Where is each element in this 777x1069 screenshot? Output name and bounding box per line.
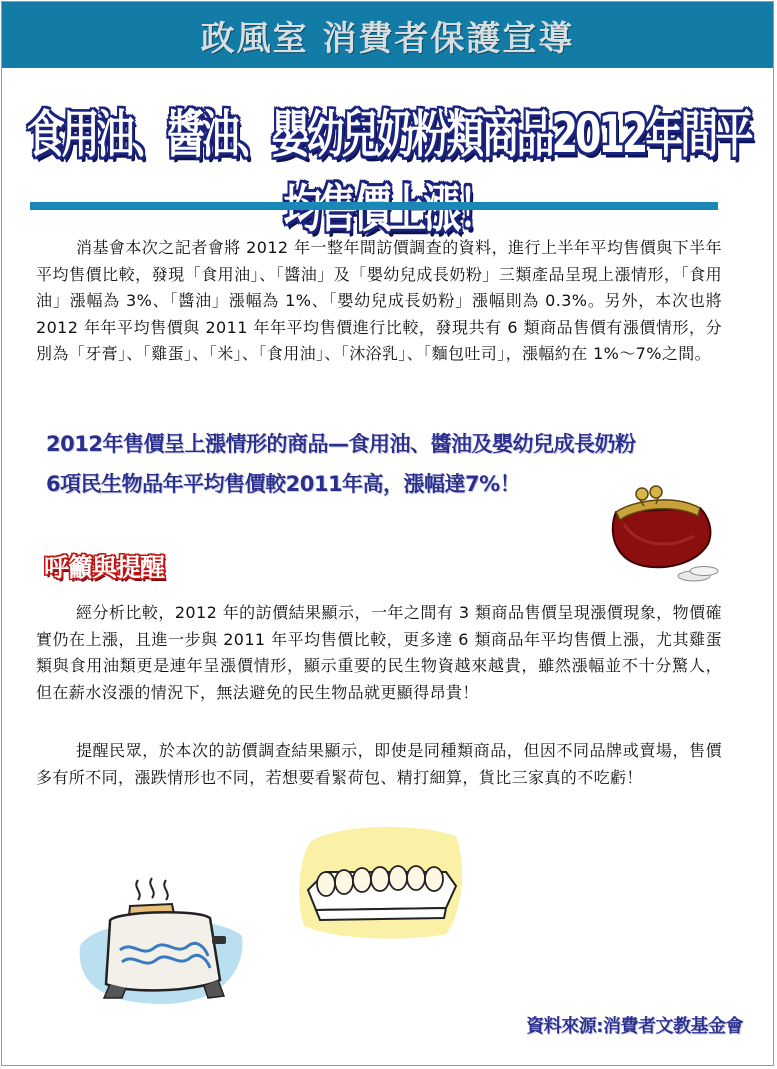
highlight-line-1: 2012年售價呈上漲情形的商品—食用油、醬油及嬰幼兒成長奶粉 xyxy=(46,432,636,456)
coin-purse-icon xyxy=(604,472,724,584)
header-title: 政風室 消費者保護宣導 xyxy=(200,18,575,59)
headline-banner xyxy=(10,92,767,192)
toaster-icon xyxy=(76,876,246,1006)
section-title: 呼籲與提醒 xyxy=(44,553,165,582)
body-paragraph-1: 經分析比較，2012 年的訪價結果顯示，一年之間有 3 類商品售價呈現漲價現象，物價確實仍在上漲，且進一步與 2011 年平均售價比較，更多達 6 類商品年平均售價上漲，尤其雞蛋類與食用油類更是連年呈漲價情形，顯示重要的民生物資越來越貴，雖然漲幅並不十分驚人，但在薪水沒漲的情況下，無法避免的民生物品就更顯得昂貴！ xyxy=(36,603,722,702)
headline-text: 食用油、醬油、嬰幼兒奶粉類商品2012年間平 xyxy=(26,104,751,165)
source-note: 資料來源:消費者文教基金會 xyxy=(526,1016,743,1037)
egg-tray-icon xyxy=(296,822,466,942)
body-paragraph-2: 提醒民眾，於本次的訪價調查結果顯示，即使是同種類商品，但因不同品牌或賣場，售價多有所不同，漲跌情形也不同，若想要看緊荷包、精打細算，貨比三家真的不吃虧！ xyxy=(36,741,722,787)
divider-rule xyxy=(30,202,718,210)
intro-paragraph: 消基會本次之記者會將 2012 年一整年間訪價調查的資料，進行上半年平均售價與下半年平均售價比較，發現「食用油」、「醬油」及「嬰幼兒成長奶粉」三類產品呈現上漲情形，「食用油」漲幅為 3%、「醬油」漲幅為 1%、「嬰幼兒成長奶粉」漲幅則為 0.3%。另外，本次也將 2012 年年平均售價與 2011 年年平均售價進行比較，發現共有 6 類商品售價有漲價情形，分別為「牙膏」、「雞蛋」、「米」、「食用油」、「沐浴乳」、「麵包吐司」，漲幅約在 1%～7%之間。 xyxy=(36,238,722,363)
header-bar xyxy=(2,2,773,68)
highlight-line-2: 6項民生物品年平均售價較2011年高，漲幅達7%！ xyxy=(46,472,521,496)
